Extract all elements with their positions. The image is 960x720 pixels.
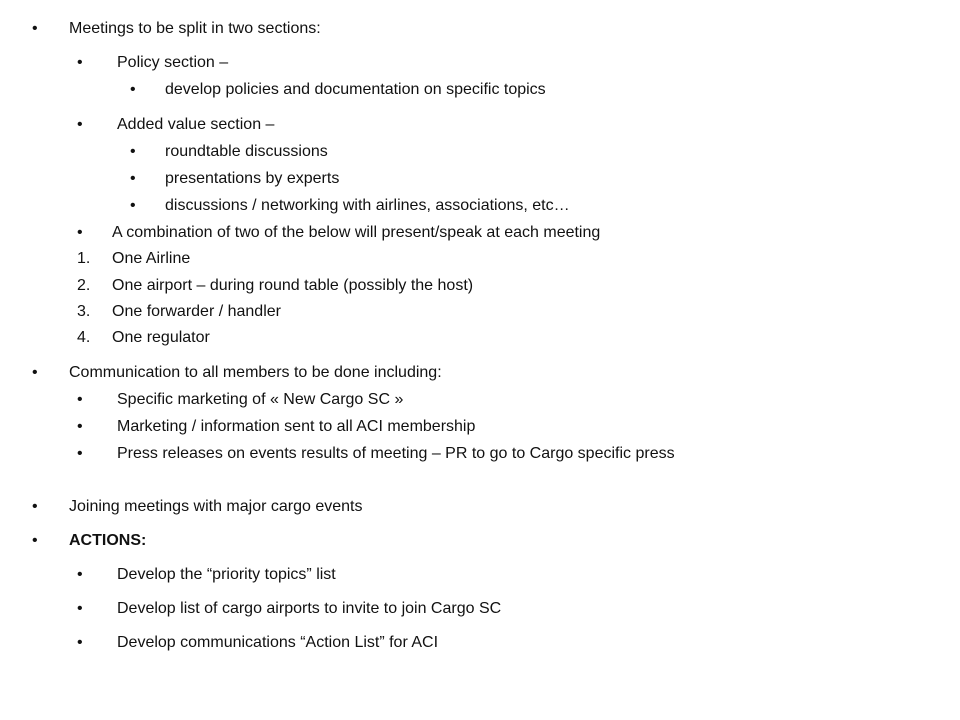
actions-heading: ACTIONS: [69, 532, 147, 549]
bullet-icon: • [77, 116, 83, 133]
bullet-icon: • [130, 81, 136, 98]
list-number: 2. [77, 277, 91, 294]
bullet-icon: • [130, 170, 136, 187]
bullet-icon: • [77, 600, 83, 617]
bullet-icon: • [32, 364, 38, 381]
communication-item: Specific marketing of « New Cargo SC » [117, 391, 404, 408]
bullet-icon: • [77, 566, 83, 583]
bullet-icon: • [77, 224, 83, 241]
bullet-icon: • [77, 54, 83, 71]
action-item: Develop communications “Action List” for ACI [117, 634, 439, 651]
bullet-icon: • [130, 197, 136, 214]
bullet-icon: • [77, 634, 83, 651]
numbered-item: One airport – during round table (possibly the host) [112, 277, 474, 294]
added-value-item: discussions / networking with airlines, associations, etc… [165, 197, 570, 214]
list-number: 1. [77, 250, 91, 267]
list-number: 4. [77, 329, 91, 346]
bullet-icon: • [32, 20, 38, 37]
list-number: 3. [77, 303, 91, 320]
added-value-item: roundtable discussions [165, 143, 328, 160]
numbered-item: One regulator [112, 329, 210, 346]
bullet-icon: • [77, 391, 83, 408]
bullet-icon: • [77, 445, 83, 462]
numbered-item: One forwarder / handler [112, 303, 281, 320]
joining-text: Joining meetings with major cargo events [69, 498, 363, 515]
action-item: Develop list of cargo airports to invite to join Cargo SC [117, 600, 502, 617]
combination-text: A combination of two of the below will present/speak at each meeting [112, 224, 601, 241]
communication-item: Press releases on events results of meeting – PR to go to Cargo specific press [117, 445, 675, 462]
policy-item: develop policies and documentation on specific topics [165, 81, 546, 98]
added-value-item: presentations by experts [165, 170, 340, 187]
bullet-icon: • [130, 143, 136, 160]
policy-section-label: Policy section – [117, 54, 229, 71]
bullet-icon: • [77, 418, 83, 435]
bullet-icon: • [32, 532, 38, 549]
communication-item: Marketing / information sent to all ACI membership [117, 418, 476, 435]
action-item: Develop the “priority topics” list [117, 566, 336, 583]
numbered-item: One Airline [112, 250, 191, 267]
meetings-heading: Meetings to be split in two sections: [69, 20, 321, 37]
bullet-icon: • [32, 498, 38, 515]
added-value-section-label: Added value section – [117, 116, 275, 133]
communication-heading: Communication to all members to be done including: [69, 364, 442, 381]
